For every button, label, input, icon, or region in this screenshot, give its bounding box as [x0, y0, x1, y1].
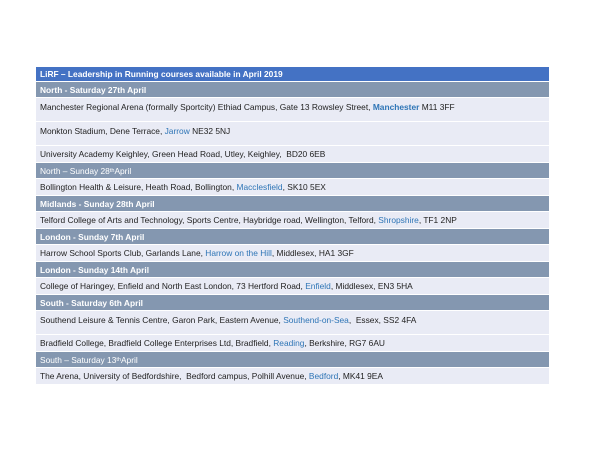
venue-text: Telford College of Arts and Technology, Sports Centre, Haybridge road, Wellington, Telford,: [40, 215, 379, 225]
venue-text: Harrow School Sports Club, Garlands Lane,: [40, 248, 206, 258]
venue-row: [36, 98, 549, 122]
venue-text: Monkton Stadium, Dene Terrace,: [40, 126, 165, 136]
venue-text-after: , TF1 2NP: [418, 215, 457, 225]
venue-text-after: , Essex, SS2 4FA: [348, 315, 417, 325]
venue-text-after: , SK10 5EX: [282, 182, 326, 192]
town-link[interactable]: Southend-on-Sea: [283, 315, 349, 325]
venue-text: University Academy Keighley, Green Head Road, Utley, Keighley, BD20 6EB: [40, 149, 326, 159]
venue-row: [36, 335, 549, 352]
venue-text: Bollington Health & Leisure, Heath Road, Bollington,: [40, 182, 237, 192]
venue-row: [36, 368, 549, 385]
venue-row: [36, 278, 549, 295]
town-link[interactable]: Bedford: [308, 371, 339, 381]
venue-text: College of Haringey, Enfield and North East London, 73 Hertford Road,: [40, 281, 306, 291]
venue-text: The Arena, University of Bedfordshire, Bedford campus, Polhill Avenue,: [40, 371, 309, 381]
venue-text-after: , Berkshire, RG7 6AU: [304, 338, 385, 348]
town-link[interactable]: Enfield: [305, 281, 331, 291]
section-header-sup: th: [109, 167, 115, 174]
section-header-after: April: [114, 165, 132, 176]
section-header-text: North – Sunday 28: [40, 165, 110, 176]
venue-row: [36, 146, 549, 163]
venue-row: [36, 179, 549, 196]
section-header: [36, 163, 549, 179]
section-header-sup: th: [116, 356, 121, 363]
table-title: LiRF – Leadership in Running courses available in April 2019: [36, 67, 549, 82]
section-header: [36, 352, 549, 368]
section-header-text: Midlands - Sunday 28th April: [40, 198, 155, 209]
venue-text: Manchester Regional Arena (formally Sportcity) Ethiad Campus, Gate 13 Rowsley Street,: [40, 102, 373, 112]
section-header-text: South - Saturday 6th April: [40, 297, 143, 308]
town-link[interactable]: Jarrow: [164, 126, 190, 136]
section-header: [36, 295, 549, 311]
town-link[interactable]: Macclesfield: [236, 182, 283, 192]
section-header: [36, 196, 549, 212]
venue-row: [36, 311, 549, 335]
venue-text-after: NE32 5NJ: [189, 126, 231, 136]
venue-row: [36, 245, 549, 262]
town-link[interactable]: Shropshire: [378, 215, 419, 225]
venue-text-after: , Middlesex, HA1 3GF: [271, 248, 354, 258]
venue-text-after: , MK41 9EA: [338, 371, 383, 381]
venue-row: [36, 212, 549, 229]
venue-text-after: M11 3FF: [419, 102, 455, 112]
courses-table: [36, 67, 549, 385]
town-link[interactable]: Reading: [273, 338, 305, 348]
table-body: [36, 82, 549, 385]
venue-text: Southend Leisure & Tennis Centre, Garon Park, Eastern Avenue,: [40, 315, 284, 325]
venue-text: Bradfield College, Bradfield College Enterprises Ltd, Bradfield,: [40, 338, 274, 348]
section-header: [36, 262, 549, 278]
section-header: [36, 82, 549, 98]
town-link[interactable]: Manchester: [372, 102, 420, 112]
section-header-text: South – Saturday 13: [40, 354, 117, 365]
section-header-text: North - Saturday 27th April: [40, 84, 147, 95]
section-header-text: London - Sunday 14th April: [40, 264, 150, 275]
venue-text-after: , Middlesex, EN3 5HA: [330, 281, 413, 291]
section-header-after: April: [120, 354, 138, 365]
section-header-text: London - Sunday 7th April: [40, 231, 145, 242]
venue-row: [36, 122, 549, 146]
section-header: [36, 229, 549, 245]
town-link[interactable]: Harrow on the Hill: [205, 248, 272, 258]
